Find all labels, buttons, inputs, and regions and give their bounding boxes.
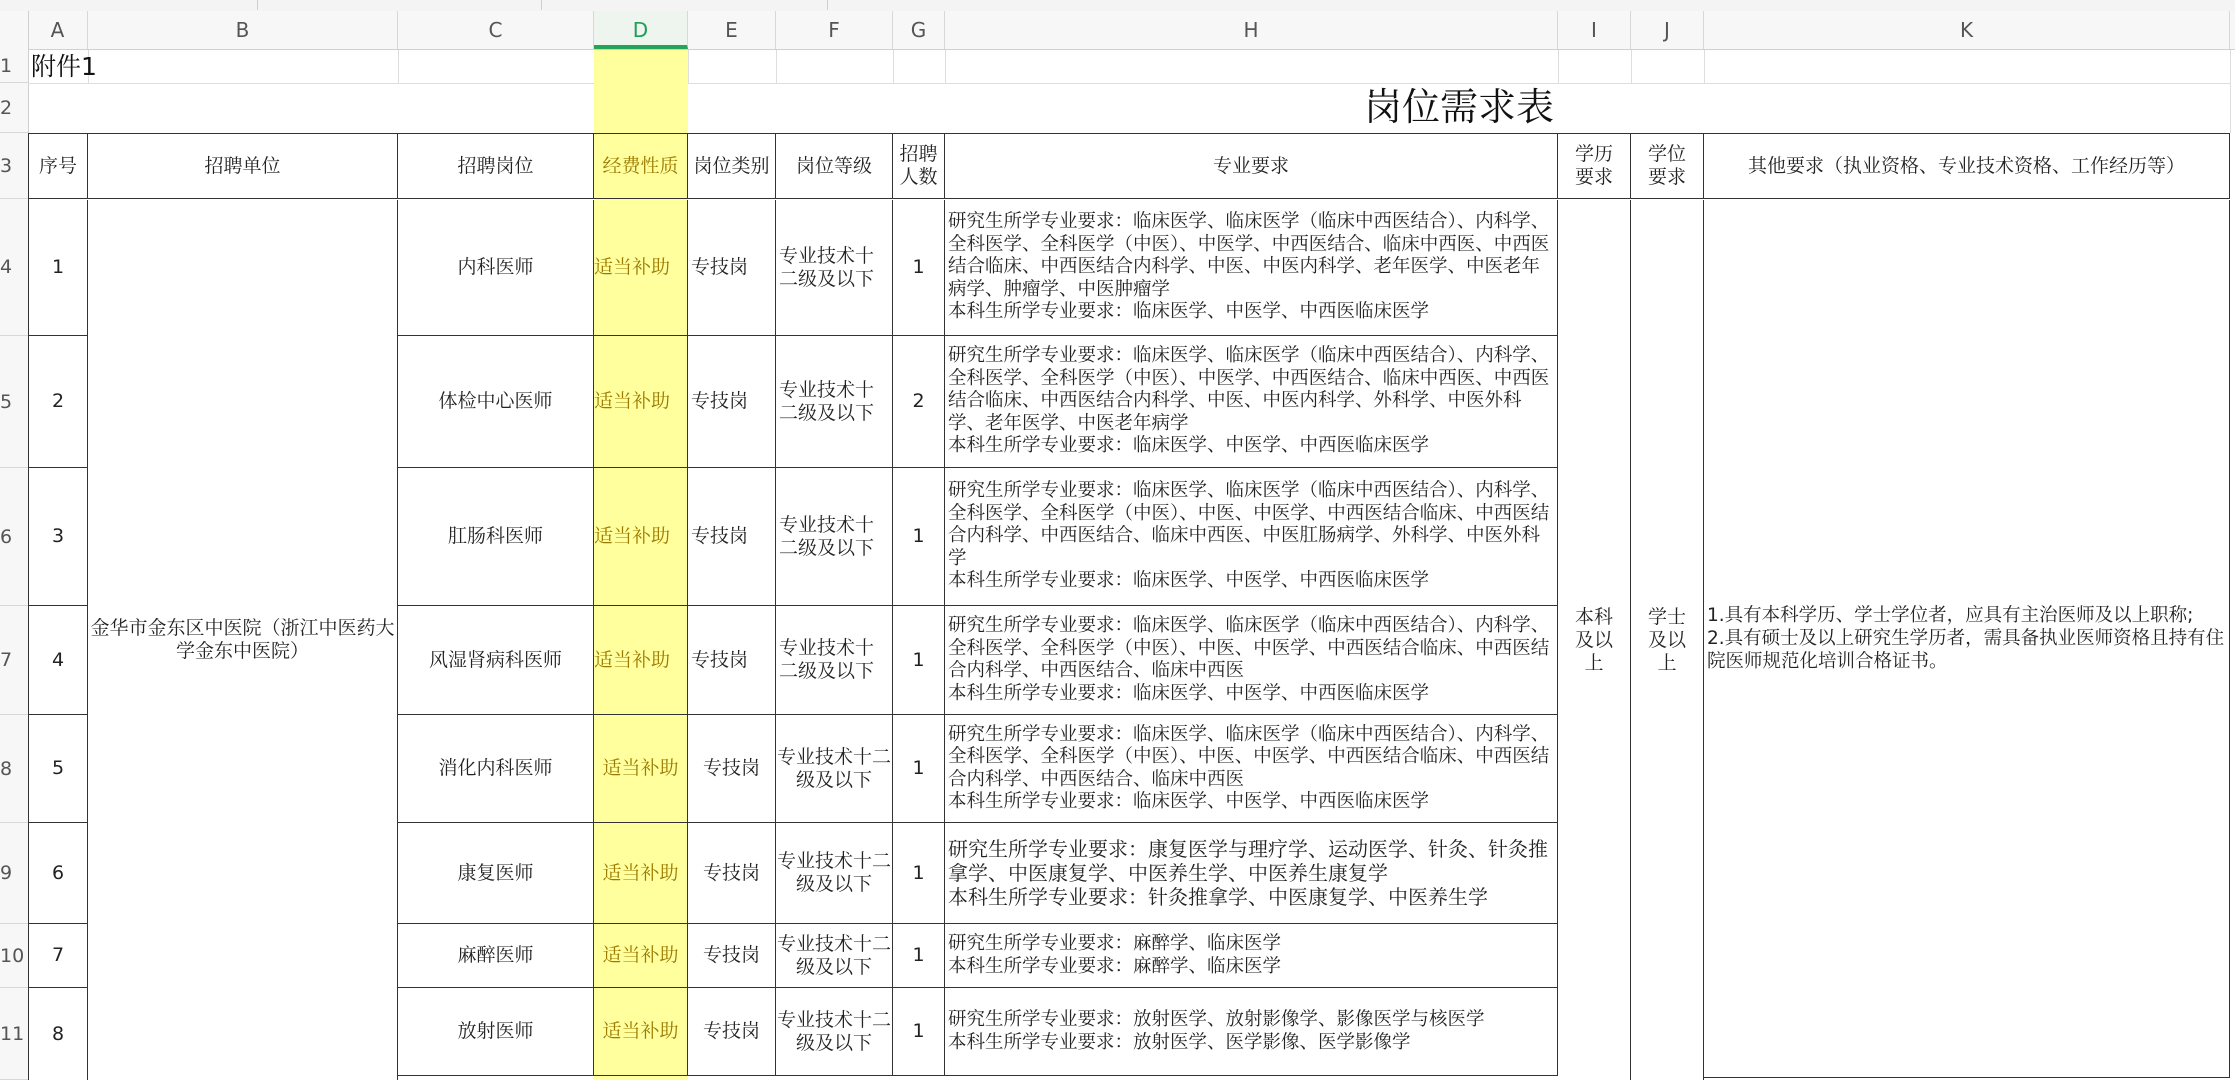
- header-degree[interactable]: 学位要求: [1631, 134, 1704, 199]
- grade-cell[interactable]: 专业技术十二级及以下: [776, 200, 893, 336]
- position-cell[interactable]: 放射医师: [398, 988, 594, 1076]
- row-header-10[interactable]: 10: [0, 924, 28, 988]
- row-header-6[interactable]: 6: [0, 468, 28, 606]
- funding-cell[interactable]: 适当补助: [594, 823, 688, 924]
- annex-label[interactable]: 附件1: [31, 52, 97, 81]
- column-header-b[interactable]: B: [88, 11, 398, 49]
- funding-cell[interactable]: 适当补助: [594, 924, 688, 988]
- seq-cell[interactable]: 4: [29, 606, 88, 715]
- major-requirement-cell[interactable]: 研究生所学专业要求：临床医学、临床医学（临床中西医结合）、内科学、全科医学、全科医学（中医）、中医、中医学、中西医结合临床、中西医结合内科学、中西医结合、临床中西医 本科生所学专业要求：临床医学、中医学、中西医临床医学: [945, 715, 1558, 823]
- header-position[interactable]: 招聘岗位: [398, 134, 594, 199]
- major-requirement-cell[interactable]: 研究生所学专业要求：临床医学、临床医学（临床中西医结合）、内科学、全科医学、全科医学（中医）、中医学、中西医结合、临床中西医、中西医结合临床、中西医结合内科学、中医、中医内科学、外科学、中医外科学、老年医学、中医老年病学 本科生所学专业要求：临床医学、中医学、中西医临床医学: [945, 336, 1558, 468]
- sheet-title[interactable]: 岗位需求表: [1363, 85, 1554, 129]
- seq-cell[interactable]: 7: [29, 924, 88, 988]
- position-cell[interactable]: 麻醉医师: [398, 924, 594, 988]
- gridline: [1704, 50, 1705, 83]
- grade-cell[interactable]: 专业技术十二级及以下: [776, 823, 893, 924]
- major-requirement-cell[interactable]: 研究生所学专业要求：临床医学、临床医学（临床中西医结合）、内科学、全科医学、全科医学（中医）、中医、中医学、中西医结合临床、中西医结合内科学、中西医结合、临床中西医、中医肛肠病学、外科学、中医外科学 本科生所学专业要求：临床医学、中医学、中西医临床医学: [945, 468, 1558, 606]
- header-seq[interactable]: 序号: [29, 134, 88, 199]
- funding-cell[interactable]: 适当补助: [594, 468, 688, 606]
- gridline: [776, 50, 777, 83]
- toolbar-segment: [2080, 0, 2235, 10]
- column-header-c[interactable]: C: [398, 11, 594, 49]
- position-cell[interactable]: 风湿肾病科医师: [398, 606, 594, 715]
- column-header-j[interactable]: J: [1631, 11, 1704, 49]
- grade-cell[interactable]: 专业技术十二级及以下: [776, 468, 893, 606]
- gridline: [893, 50, 894, 83]
- gridline: [1558, 50, 1559, 83]
- funding-cell[interactable]: 适当补助: [594, 606, 688, 715]
- row-header-2[interactable]: 2: [0, 83, 28, 133]
- header-other[interactable]: 其他要求（执业资格、专业技术资格、工作经历等）: [1704, 134, 2230, 199]
- seq-cell[interactable]: 6: [29, 823, 88, 924]
- header-unit[interactable]: 招聘单位: [88, 134, 398, 199]
- unit-name-cell[interactable]: 金华市金东区中医院（浙江中医药大学金东中医院）: [88, 200, 398, 1080]
- grade-cell[interactable]: 专业技术十二级及以下: [776, 336, 893, 468]
- position-cell[interactable]: 肛肠科医师: [398, 468, 594, 606]
- education-cell[interactable]: 本科及以上: [1558, 200, 1631, 1080]
- count-cell[interactable]: 1: [893, 200, 945, 336]
- category-cell[interactable]: 专技岗: [688, 823, 776, 924]
- count-cell[interactable]: 1: [893, 606, 945, 715]
- count-cell[interactable]: 1: [893, 715, 945, 823]
- seq-cell[interactable]: 2: [29, 336, 88, 468]
- column-header-e[interactable]: E: [688, 11, 776, 49]
- gridline: [1631, 50, 1632, 83]
- column-header-i[interactable]: I: [1558, 11, 1631, 49]
- position-cell[interactable]: 康复医师: [398, 823, 594, 924]
- major-requirement-cell[interactable]: 研究生所学专业要求：临床医学、临床医学（临床中西医结合）、内科学、全科医学、全科医学（中医）、中医、中医学、中西医结合临床、中西医结合内科学、中西医结合、临床中西医 本科生所学专业要求：临床医学、中医学、中西医临床医学: [945, 606, 1558, 715]
- header-grade[interactable]: 岗位等级: [776, 134, 893, 199]
- row-header-11[interactable]: 11: [0, 988, 28, 1080]
- header-funding[interactable]: 经费性质: [594, 134, 688, 199]
- row-header-8[interactable]: 8: [0, 715, 28, 823]
- funding-cell[interactable]: 适当补助: [594, 988, 688, 1076]
- header-education[interactable]: 学历要求: [1558, 134, 1631, 199]
- row-header-1[interactable]: 1: [0, 50, 28, 83]
- count-cell[interactable]: 2: [893, 336, 945, 468]
- seq-cell[interactable]: 5: [29, 715, 88, 823]
- position-cell[interactable]: 内科医师: [398, 200, 594, 336]
- row-header-7[interactable]: 7: [0, 606, 28, 715]
- grade-cell[interactable]: 专业技术十二级及以下: [776, 988, 893, 1076]
- gridline: [398, 50, 399, 83]
- header-major[interactable]: 专业要求: [945, 134, 1558, 199]
- position-cell[interactable]: 体检中心医师: [398, 336, 594, 468]
- degree-cell[interactable]: 学士及以上: [1631, 200, 1704, 1080]
- count-cell[interactable]: 1: [893, 988, 945, 1076]
- column-header-a[interactable]: A: [28, 11, 88, 49]
- column-header-d[interactable]: D: [594, 11, 688, 49]
- grade-cell[interactable]: 专业技术十二级及以下: [776, 606, 893, 715]
- header-category[interactable]: 岗位类别: [688, 134, 776, 199]
- gridline: [945, 50, 946, 83]
- count-cell[interactable]: 1: [893, 823, 945, 924]
- row-header-5[interactable]: 5: [0, 336, 28, 468]
- seq-cell[interactable]: 3: [29, 468, 88, 606]
- other-requirements-cell[interactable]: 1.具有本科学历、学士学位者，应具有主治医师及以上职称; 2.具有硕士及以上研究生学历者，需具备执业医师资格且持有住院医师规范化培训合格证书。: [1704, 200, 2230, 1078]
- seq-cell[interactable]: 1: [29, 200, 88, 336]
- seq-cell[interactable]: 8: [29, 988, 88, 1080]
- column-header-f[interactable]: F: [776, 11, 893, 49]
- row-header-4[interactable]: 4: [0, 199, 28, 336]
- column-header-g[interactable]: G: [893, 11, 945, 49]
- category-cell[interactable]: 专技岗: [688, 924, 776, 988]
- grade-cell[interactable]: 专业技术十二级及以下: [776, 715, 893, 823]
- column-header-h[interactable]: H: [945, 11, 1558, 49]
- funding-cell[interactable]: 适当补助: [594, 336, 688, 468]
- category-cell[interactable]: 专技岗: [688, 988, 776, 1076]
- major-requirement-cell[interactable]: 研究生所学专业要求：麻醉学、临床医学 本科生所学专业要求：麻醉学、临床医学: [945, 924, 1558, 988]
- major-requirement-cell[interactable]: 研究生所学专业要求：临床医学、临床医学（临床中西医结合）、内科学、全科医学、全科医学（中医）、中医学、中西医结合、临床中西医、中西医结合临床、中西医结合内科学、中医、中医内科学、老年医学、中医老年病学、肿瘤学、中医肿瘤学 本科生所学专业要求：临床医学、中医学、中西医临床医学: [945, 200, 1558, 336]
- header-count[interactable]: 招聘人数: [893, 134, 945, 199]
- position-cell[interactable]: 消化内科医师: [398, 715, 594, 823]
- count-cell[interactable]: 1: [893, 468, 945, 606]
- funding-cell[interactable]: 适当补助: [594, 715, 688, 823]
- gridline: [2230, 50, 2231, 133]
- toolbar-segment: [258, 0, 542, 10]
- column-header-k[interactable]: K: [1704, 11, 2230, 49]
- category-cell[interactable]: 专技岗: [688, 606, 776, 715]
- category-cell[interactable]: 专技岗: [688, 468, 776, 606]
- count-cell[interactable]: 1: [893, 924, 945, 988]
- row-header-3[interactable]: 3: [0, 133, 28, 199]
- category-cell[interactable]: 专技岗: [688, 336, 776, 468]
- row-header-9[interactable]: 9: [0, 823, 28, 924]
- major-requirement-cell[interactable]: 研究生所学专业要求：放射医学、放射影像学、影像医学与核医学 本科生所学专业要求：放射医学、医学影像、医学影像学: [945, 988, 1558, 1076]
- category-cell[interactable]: 专技岗: [688, 715, 776, 823]
- toolbar-segment: [0, 0, 258, 10]
- major-requirement-cell[interactable]: 研究生所学专业要求：康复医学与理疗学、运动医学、针灸、针灸推拿学、中医康复学、中医养生学、中医养生康复学 本科生所学专业要求：针灸推拿学、中医康复学、中医养生学: [945, 823, 1558, 924]
- category-cell[interactable]: 专技岗: [688, 200, 776, 336]
- toolbar-segment: [542, 0, 828, 10]
- grade-cell[interactable]: 专业技术十二级及以下: [776, 924, 893, 988]
- funding-cell[interactable]: 适当补助: [594, 200, 688, 336]
- gridline: [688, 50, 689, 83]
